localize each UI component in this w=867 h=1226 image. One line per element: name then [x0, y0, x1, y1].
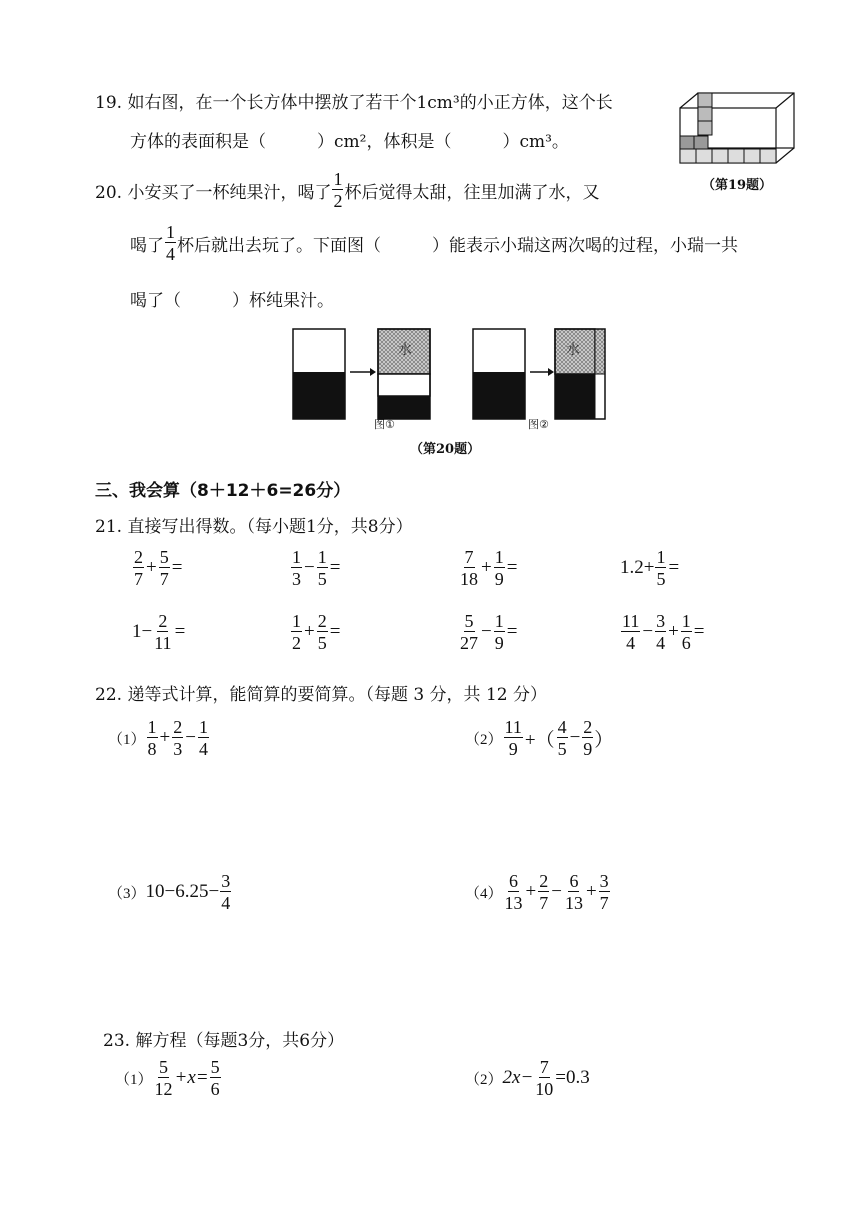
math-token: 4 [626, 633, 636, 653]
math-token: − [481, 621, 492, 642]
q21-expr-2 [290, 548, 341, 588]
math-token: 3 [599, 871, 609, 891]
math-token: 2 [292, 633, 301, 653]
math-token: + [159, 727, 171, 748]
math-token: 7 [134, 569, 143, 589]
math-token: − [551, 881, 562, 902]
math-token: 6 [569, 871, 579, 891]
math-token: （2） [465, 731, 503, 748]
fig1-cup-before [293, 329, 345, 419]
math-token: 5 [317, 569, 327, 589]
q20-line1-end: 杯后觉得太甜，往里加满了水，又 [344, 182, 600, 203]
math-token: + [146, 557, 157, 578]
math-token: 1 [494, 611, 504, 631]
math-token: 13 [504, 893, 523, 913]
fraction [220, 872, 231, 912]
math-token: +（ [524, 729, 555, 751]
math-token: 5 [464, 611, 474, 631]
cuboid-diagram [676, 88, 798, 168]
fraction [534, 1058, 554, 1098]
q20-fraction-quarter [165, 223, 176, 263]
fraction [494, 548, 505, 588]
math-token: 3 [656, 611, 666, 631]
denominator: 4 [166, 244, 175, 264]
fraction [599, 872, 610, 912]
fraction [621, 612, 640, 652]
q20-fraction-half [332, 170, 343, 210]
fraction [504, 872, 524, 912]
q23-problem-1 [115, 1058, 222, 1098]
math-token: +x= [174, 1067, 209, 1088]
math-token: = [171, 557, 183, 578]
math-token: （1） [115, 1071, 153, 1088]
q20-line2-start: 喝了 [130, 235, 164, 256]
math-token: 9 [494, 569, 504, 589]
fig1-water-label: 水 [398, 342, 412, 358]
math-token: 9 [583, 739, 593, 759]
math-token: 1 [147, 717, 157, 737]
math-token: 2 [583, 717, 593, 737]
fraction [459, 612, 479, 652]
q20-line3: 喝了（ ）杯纯果汁。 [130, 291, 334, 311]
math-token: 2 [539, 871, 549, 891]
q20-line1-start: 20. 小安买了一杯纯果汁，喝了 [95, 182, 332, 203]
math-token: 1− [132, 621, 153, 642]
math-token: 1 [656, 547, 666, 567]
fig2-water-label: 水 [566, 342, 580, 358]
math-token: 11 [154, 633, 172, 653]
math-token: 11 [622, 611, 640, 631]
fraction [504, 718, 523, 758]
math-token: 2 [317, 611, 327, 631]
math-token: = [506, 621, 518, 642]
fraction [655, 548, 666, 588]
math-token: 7 [539, 1057, 549, 1077]
math-token: + [304, 621, 315, 642]
math-token: = [329, 557, 341, 578]
math-token: 27 [460, 633, 478, 653]
math-token: − [304, 557, 315, 578]
fraction [133, 548, 144, 588]
q21-expr-7 [458, 612, 518, 652]
math-token: 7 [539, 893, 549, 913]
math-token: 5 [159, 1057, 169, 1077]
math-token: 1 [494, 547, 504, 567]
math-token: 1 [292, 547, 301, 567]
math-token: 5 [159, 547, 169, 567]
fraction [291, 612, 302, 652]
math-token: 5 [317, 633, 327, 653]
q22-problem-3 [108, 872, 232, 912]
q21-expr-3 [458, 548, 518, 588]
math-token: （4） [465, 885, 503, 902]
q20-line2 [130, 223, 738, 263]
fraction [159, 548, 170, 588]
math-token: 1 [681, 611, 691, 631]
math-token: 7 [159, 569, 169, 589]
math-token: 9 [508, 739, 518, 759]
math-token: 5 [557, 739, 567, 759]
q21-title: 21. 直接写出得数。（每小题1分，共8分） [95, 517, 413, 537]
math-token: 9 [494, 633, 504, 653]
math-token: = [506, 557, 518, 578]
math-token: + [585, 881, 597, 902]
math-token: 1 [198, 717, 208, 737]
fraction [317, 612, 328, 652]
math-token: 5 [656, 569, 666, 589]
fraction [655, 612, 666, 652]
math-token: 4 [656, 633, 666, 653]
math-token: − [185, 727, 196, 748]
math-token: （3） [108, 885, 146, 902]
math-token: 2 [158, 611, 168, 631]
math-token: 1.2+ [620, 557, 655, 578]
math-token: 2x− [502, 1067, 534, 1088]
math-token: 4 [557, 717, 567, 737]
fig2-arrow [530, 368, 554, 376]
fraction [494, 612, 505, 652]
fig1-label: 图① [374, 418, 395, 431]
math-token: 6 [509, 871, 519, 891]
q22-problem-1 [108, 718, 210, 758]
math-token: 3 [292, 569, 301, 589]
math-token: 1 [292, 611, 301, 631]
math-token: 13 [564, 893, 583, 913]
fraction [459, 548, 479, 588]
fraction [210, 1058, 221, 1098]
math-token: 2 [134, 547, 143, 567]
q19-line1: 19. 如右图，在一个长方体中摆放了若干个1cm³的小正方体，这个长 [95, 93, 613, 113]
math-token: 8 [147, 739, 157, 759]
math-token: 6 [681, 633, 691, 653]
fig2-cup-after [555, 329, 605, 419]
math-token: = [668, 557, 680, 578]
math-token: 3 [173, 739, 183, 759]
math-token: + [525, 881, 537, 902]
math-token: ） [594, 729, 614, 751]
math-token: （2） [465, 1071, 503, 1088]
math-token: （1） [108, 731, 146, 748]
math-token: 2 [173, 717, 183, 737]
denominator: 2 [333, 191, 343, 211]
q21-expr-5 [132, 612, 186, 652]
q21-expr-8 [620, 612, 706, 652]
fig2-label: 图② [528, 418, 549, 431]
math-token: − [569, 727, 581, 748]
fraction [153, 612, 172, 652]
fraction [154, 1058, 174, 1098]
q20-line1 [95, 170, 599, 210]
math-token: 10−6.25− [145, 881, 220, 902]
q19-line2: 方体的表面积是（ ）cm²，体积是（ ）cm³。 [130, 132, 569, 152]
math-token: 4 [221, 893, 231, 913]
math-token: − [642, 621, 654, 642]
q21-expr-6 [290, 612, 341, 652]
fraction [317, 548, 328, 588]
q19-figure [676, 88, 798, 193]
q21-expr-4 [620, 548, 680, 588]
math-token: = [174, 621, 186, 642]
q22-problem-2 [465, 718, 613, 758]
math-token: 12 [154, 1079, 173, 1099]
math-token: 6 [210, 1079, 220, 1099]
q22-title: 22. 递等式计算，能简算的要简算。（每题 3 分，共 12 分） [95, 685, 548, 705]
fraction [172, 718, 183, 758]
q22-problem-4 [465, 872, 611, 912]
math-token: + [481, 557, 492, 578]
math-token: + [668, 621, 679, 642]
fraction [198, 718, 209, 758]
math-token: 7 [599, 893, 609, 913]
math-token: 3 [221, 871, 231, 891]
numerator: 1 [333, 169, 343, 189]
math-token: 7 [464, 547, 474, 567]
q20-caption: （第20题） [410, 442, 481, 457]
fraction [291, 548, 302, 588]
fraction [564, 872, 584, 912]
q20-figure [288, 324, 608, 434]
math-token: = [693, 621, 705, 642]
numerator: 1 [166, 222, 175, 242]
q23-title: 23. 解方程（每题3分，共6分） [103, 1031, 345, 1051]
fig2-cup-before [473, 329, 525, 419]
math-token: 1 [317, 547, 327, 567]
section3-title: 三、我会算（8＋12＋6=26分） [95, 481, 351, 501]
fraction [582, 718, 593, 758]
fig1-arrow [350, 368, 376, 376]
math-token: 10 [535, 1079, 554, 1099]
fraction [557, 718, 568, 758]
q23-problem-2 [465, 1058, 590, 1098]
fraction [538, 872, 549, 912]
q21-expr-1 [132, 548, 183, 588]
math-token: =0.3 [555, 1067, 590, 1088]
math-token: 11 [504, 717, 522, 737]
math-token: = [329, 621, 341, 642]
math-token: 18 [460, 569, 478, 589]
fraction [147, 718, 158, 758]
math-token: 4 [198, 739, 208, 759]
q20-line2-end: 杯后就出去玩了。下面图（ ）能表示小瑞这两次喝的过程，小瑞一共 [177, 235, 738, 256]
fraction [681, 612, 692, 652]
math-token: 5 [210, 1057, 220, 1077]
q19-caption: （第19题） [701, 178, 773, 193]
